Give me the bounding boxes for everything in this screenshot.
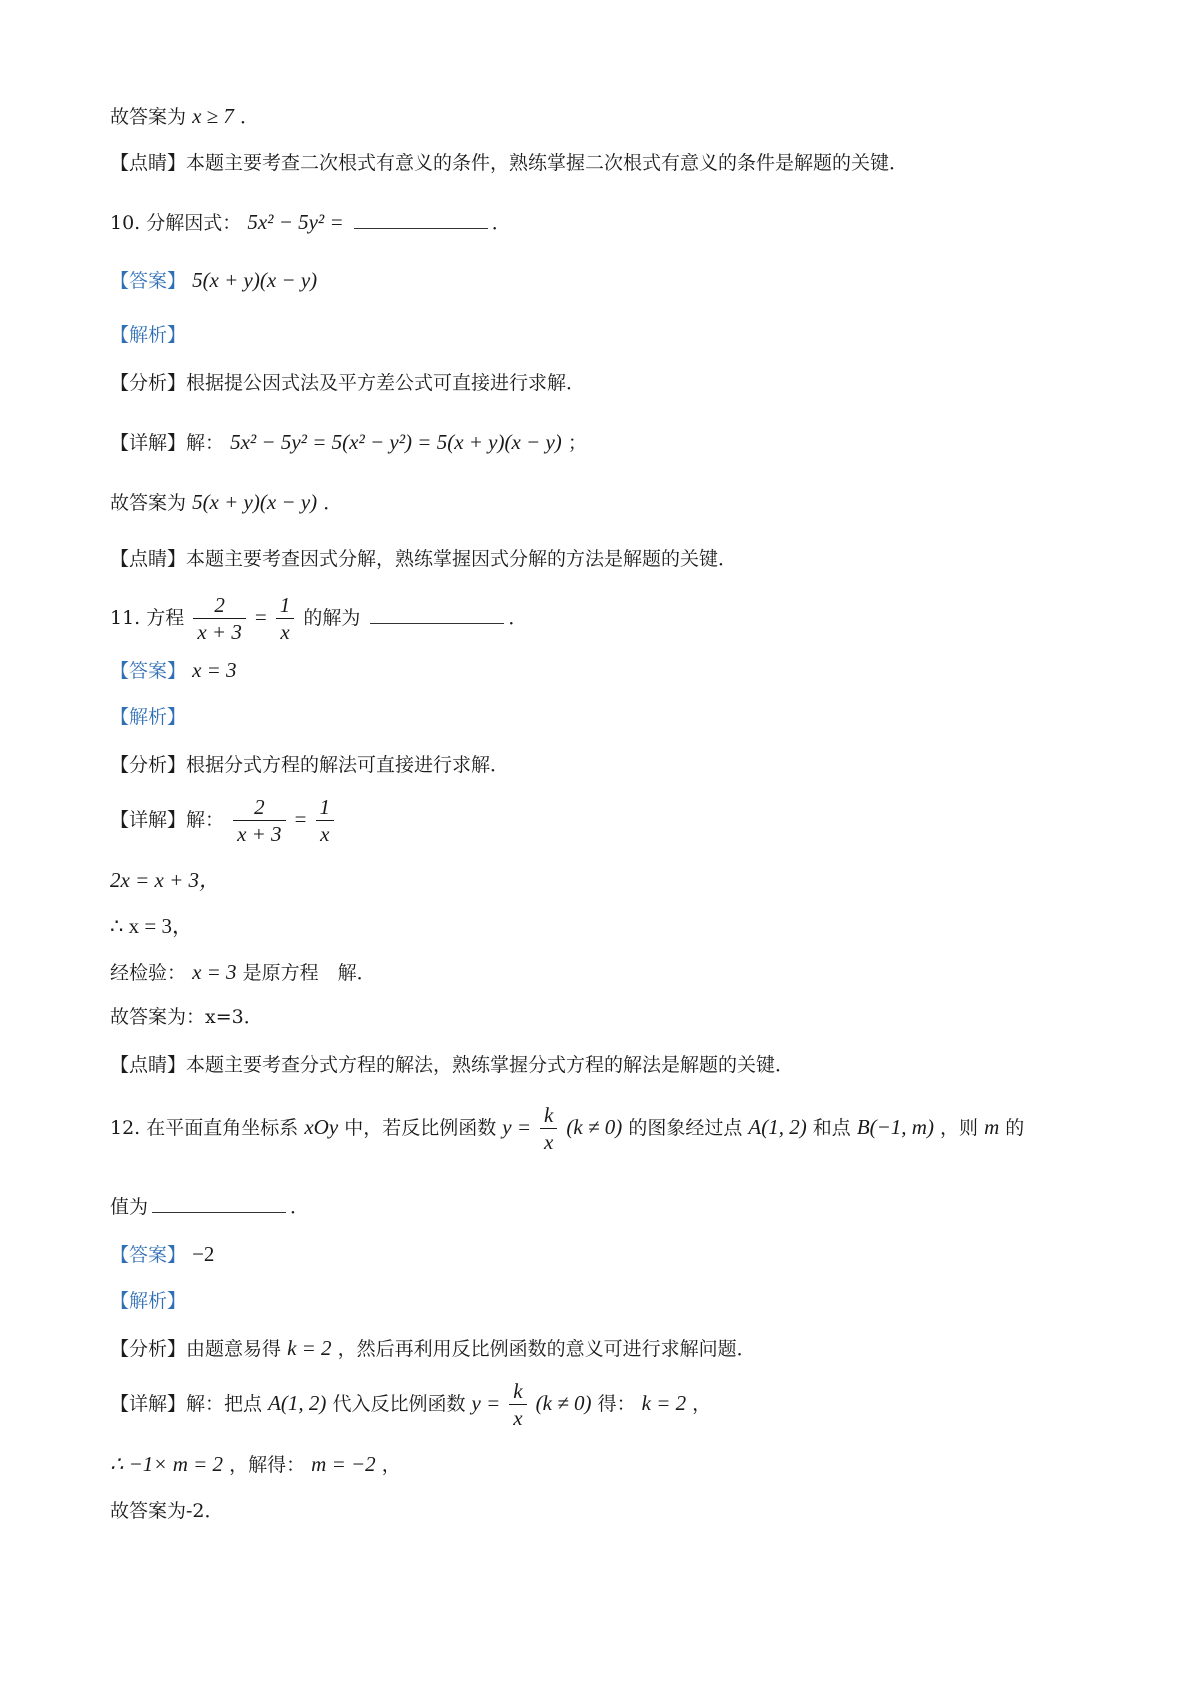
numerator: 2 <box>233 794 286 821</box>
question-text: 在平面直角坐标系 <box>146 1116 299 1139</box>
question-text: 方程 <box>146 606 185 629</box>
answer-line-9 <box>110 104 259 129</box>
question-post: 的解为 <box>303 606 361 629</box>
condition: (k ≠ 0) <box>535 1390 592 1415</box>
detail-get: 得： <box>597 1392 636 1415</box>
final-answer-11: 故答案为：x=3． <box>110 1006 263 1028</box>
answer-tag: 【答案】 <box>110 660 187 682</box>
denominator: x + 3 <box>237 822 282 847</box>
final-answer-10 <box>110 490 342 515</box>
question-de: 的 <box>1005 1116 1025 1139</box>
fraction-right <box>316 794 335 848</box>
step-2: ∴ x = 3， <box>110 914 193 938</box>
step-math: ∴ −1× m = 2 <box>110 1452 224 1476</box>
detail-tag: 【详解】解：把点 <box>110 1392 263 1415</box>
fraction-k-over-x <box>509 1378 526 1432</box>
check-math: x = 3 <box>192 960 237 984</box>
question-10 <box>110 210 511 235</box>
condition: (k ≠ 0) <box>566 1114 623 1139</box>
question-end: ． <box>491 212 511 234</box>
denominator: x <box>544 1130 554 1155</box>
analysis-tag-10: 【解析】 <box>110 324 187 346</box>
question-text: 分解因式： <box>146 212 242 234</box>
fraction-left <box>193 592 246 646</box>
question-12-cont <box>110 1196 309 1219</box>
answer-blank <box>152 1211 286 1213</box>
final-answer-12: 故答案为-2． <box>110 1500 224 1522</box>
detail-end: ， <box>692 1392 712 1415</box>
question-11 <box>110 592 527 646</box>
question-post: 的图象经过点 <box>628 1116 743 1139</box>
equals-sign: = <box>294 806 307 831</box>
step-result: m = −2 <box>311 1452 376 1476</box>
equals-sign: = <box>254 604 267 629</box>
analysis-10: 【分析】根据提公因式法及平方差公式可直接进行求解． <box>110 372 586 394</box>
answer-10 <box>110 268 317 293</box>
key-point-9: 【点睛】本题主要考查二次根式有意义的条件，熟练掌握二次根式有意义的条件是解题的关键． <box>110 152 909 174</box>
connector: 和点 <box>812 1116 851 1139</box>
detail-12 <box>110 1378 711 1432</box>
question-pre: 值为 <box>110 1196 149 1218</box>
analysis-12 <box>110 1336 756 1361</box>
question-number: 11. <box>110 606 141 629</box>
detail-k: k = 2 <box>641 1390 687 1415</box>
step-end: ， <box>381 1454 401 1476</box>
detail-tag: 【详解】解： <box>110 432 225 454</box>
answer-math: x ≥ 7 <box>192 104 234 128</box>
analysis-math: k = 2 <box>287 1336 332 1360</box>
detail-11 <box>110 794 337 848</box>
fraction-left <box>233 794 286 848</box>
answer-blank <box>370 622 504 624</box>
denominator: x + 3 <box>197 620 242 645</box>
numerator: k <box>540 1102 557 1129</box>
answer-prefix: 故答案为 <box>110 106 187 128</box>
detail-end: ； <box>567 432 587 454</box>
point-a: A(1, 2) <box>748 1114 807 1139</box>
analysis-post: ，然后再利用反比例函数的意义可进行求解问题． <box>337 1338 756 1360</box>
final-end: ． <box>323 492 343 514</box>
step-check <box>110 960 376 985</box>
answer-blank <box>354 227 488 229</box>
answer-11 <box>110 658 237 683</box>
check-prefix: 经检验： <box>110 962 187 984</box>
question-number: 12. <box>110 1116 141 1139</box>
question-end: ． <box>290 1196 310 1218</box>
detail-mid: 代入反比例函数 <box>332 1392 466 1415</box>
answer-tag: 【答案】 <box>110 1244 187 1266</box>
analysis-prefix: 【分析】由题意易得 <box>110 1338 282 1360</box>
step-1: 2x = x + 3， <box>110 868 220 892</box>
answer-end: ． <box>239 106 259 128</box>
coordinate-system: xOy <box>304 1114 339 1139</box>
answer-math: 5(x + y)(x − y) <box>192 268 318 292</box>
question-12 <box>110 1102 1024 1156</box>
function-y: y = <box>502 1114 531 1139</box>
question-math: 5x² − 5y² = <box>247 210 344 234</box>
step-mid: ，解得： <box>229 1454 306 1476</box>
answer-math: x = 3 <box>192 658 237 682</box>
analysis-tag-11: 【解析】 <box>110 706 187 728</box>
detail-10 <box>110 430 587 455</box>
answer-12 <box>110 1242 214 1267</box>
detail-math: 5x² − 5y² = 5(x² − y²) = 5(x + y)(x − y) <box>230 430 562 454</box>
answer-math: −2 <box>192 1242 215 1266</box>
question-end: ． <box>508 606 528 629</box>
point-a: A(1, 2) <box>268 1390 327 1415</box>
question-mid: 中，若反比例函数 <box>344 1116 497 1139</box>
function-y: y = <box>471 1390 501 1415</box>
fraction-k-over-x <box>540 1102 557 1156</box>
key-point-10: 【点睛】本题主要考查因式分解，熟练掌握因式分解的方法是解题的关键． <box>110 548 738 570</box>
detail-tag: 【详解】解： <box>110 808 225 831</box>
analysis-tag-12: 【解析】 <box>110 1290 187 1312</box>
question-tail: ，则 <box>940 1116 979 1139</box>
numerator: 2 <box>193 592 246 619</box>
point-b: B(−1, m) <box>856 1114 934 1139</box>
question-number: 10. <box>110 212 141 234</box>
denominator: x <box>320 822 330 847</box>
fraction-right <box>276 592 295 646</box>
denominator: x <box>513 1406 523 1431</box>
final-prefix: 故答案为 <box>110 492 187 514</box>
step-solve-m <box>110 1452 401 1477</box>
key-point-11: 【点睛】本题主要考查分式方程的解法，熟练掌握分式方程的解法是解题的关键． <box>110 1054 795 1076</box>
analysis-11: 【分析】根据分式方程的解法可直接进行求解． <box>110 754 510 776</box>
final-math: 5(x + y)(x − y) <box>192 490 318 514</box>
numerator: 1 <box>276 592 295 619</box>
answer-tag: 【答案】 <box>110 270 187 292</box>
denominator: x <box>280 620 290 645</box>
variable-m: m <box>984 1114 1000 1139</box>
numerator: 1 <box>316 794 335 821</box>
check-post: 是原方程 解． <box>242 962 376 984</box>
numerator: k <box>509 1378 526 1405</box>
